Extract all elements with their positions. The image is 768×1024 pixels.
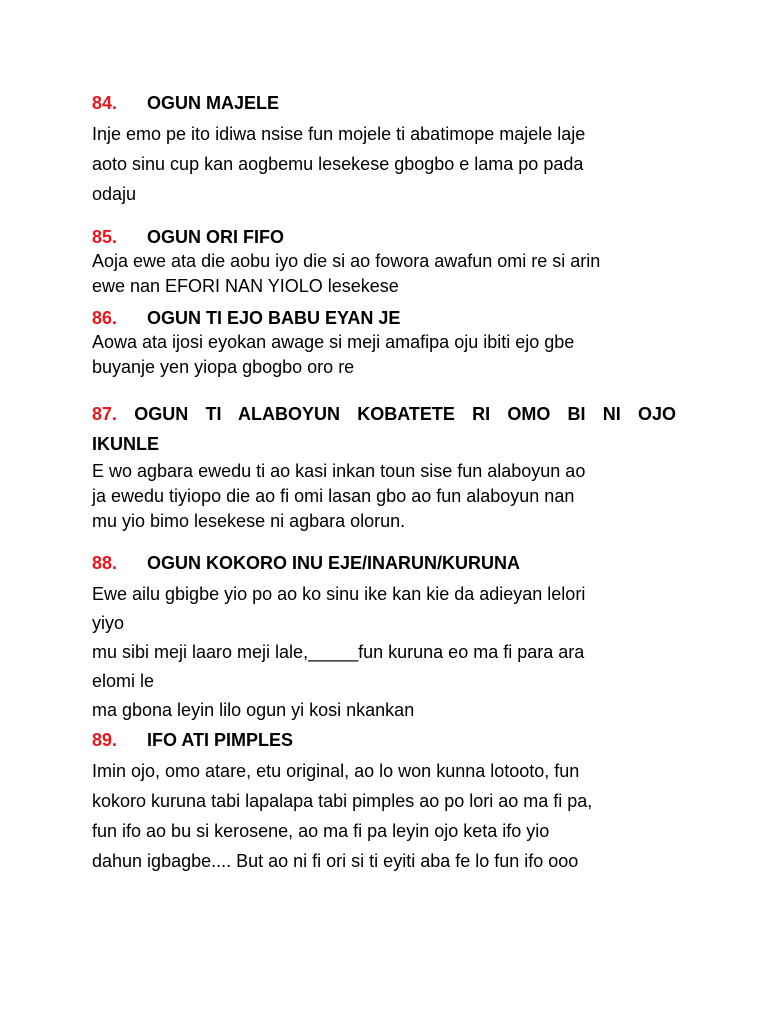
section-heading: [92, 728, 682, 752]
section-heading: [92, 399, 682, 459]
body-line: dahun igbagbe.... But ao ni fi ori si ti eyiti aba fe lo fun ifo ooo: [92, 851, 579, 871]
body-line: mu sibi meji laaro meji lale,_____fun kuruna eo ma fi para ara: [92, 642, 585, 662]
section-number: 88.: [92, 553, 118, 573]
section-88: [92, 551, 682, 725]
body-line: ja ewedu tiyiopo die ao fi omi lasan gbo ao fun alaboyun nan: [92, 486, 575, 506]
section-title: OGUN KOKORO INU EJE/INARUN/KURUNA: [147, 553, 521, 573]
body-line: odaju: [92, 184, 137, 204]
body-line: elomi le: [92, 671, 155, 691]
section-title: OGUN MAJELE: [147, 93, 280, 113]
section-number: 89.: [92, 730, 118, 750]
section-title-line2: IKUNLE: [92, 434, 159, 454]
body-line: Ewe ailu gbigbe yio po ao ko sinu ike kan kie da adieyan lelori: [92, 584, 586, 604]
section-number: 87.: [92, 404, 118, 424]
section-body: [92, 756, 682, 876]
section-number: 85.: [92, 227, 118, 247]
section-87: [92, 399, 682, 534]
section-body: [92, 249, 682, 299]
section-title: OGUN TI ALABOYUN KOBATETE RI OMO BI NI OJO: [134, 404, 676, 424]
section-number: 84.: [92, 93, 118, 113]
body-line: kokoro kuruna tabi lapalapa tabi pimples ao po lori ao ma fi pa,: [92, 791, 593, 811]
section-title: OGUN TI EJO BABU EYAN JE: [147, 308, 401, 328]
section-84: [92, 91, 682, 209]
section-85: [92, 225, 682, 299]
section-body: [92, 119, 682, 209]
body-line: yiyo: [92, 613, 125, 633]
body-line: E wo agbara ewedu ti ao kasi inkan toun sise fun alaboyun ao: [92, 461, 586, 481]
section-89: [92, 728, 682, 876]
section-title: IFO ATI PIMPLES: [147, 730, 294, 750]
section-body: [92, 580, 682, 725]
section-title: OGUN ORI FIFO: [147, 227, 284, 247]
section-body: [92, 330, 682, 380]
body-line: ma gbona leyin lilo ogun yi kosi nkankan: [92, 700, 415, 720]
section-heading: [92, 91, 682, 115]
body-line: aoto sinu cup kan aogbemu lesekese gbogbo e lama po pada: [92, 154, 584, 174]
section-title-line1: [92, 399, 676, 429]
section-heading: [92, 306, 682, 330]
body-line: Aowa ata ijosi eyokan awage si meji amafipa oju ibiti ejo gbe: [92, 332, 575, 352]
section-86: [92, 306, 682, 380]
section-number: 86.: [92, 308, 118, 328]
body-line: Aoja ewe ata die aobu iyo die si ao fowora awafun omi re si arin: [92, 251, 601, 271]
body-line: mu yio bimo lesekese ni agbara olorun.: [92, 511, 406, 531]
body-line: buyanje yen yiopa gbogbo oro re: [92, 357, 355, 377]
section-heading: [92, 225, 682, 249]
body-line: Imin ojo, omo atare, etu original, ao lo won kunna lotooto, fun: [92, 761, 580, 781]
section-heading: [92, 551, 682, 575]
body-line: fun ifo ao bu si kerosene, ao ma fi pa leyin ojo keta ifo yio: [92, 821, 550, 841]
body-line: ewe nan EFORI NAN YIOLO lesekese: [92, 276, 399, 296]
section-body: [92, 459, 682, 534]
body-line: Inje emo pe ito idiwa nsise fun mojele ti abatimope majele laje: [92, 124, 586, 144]
